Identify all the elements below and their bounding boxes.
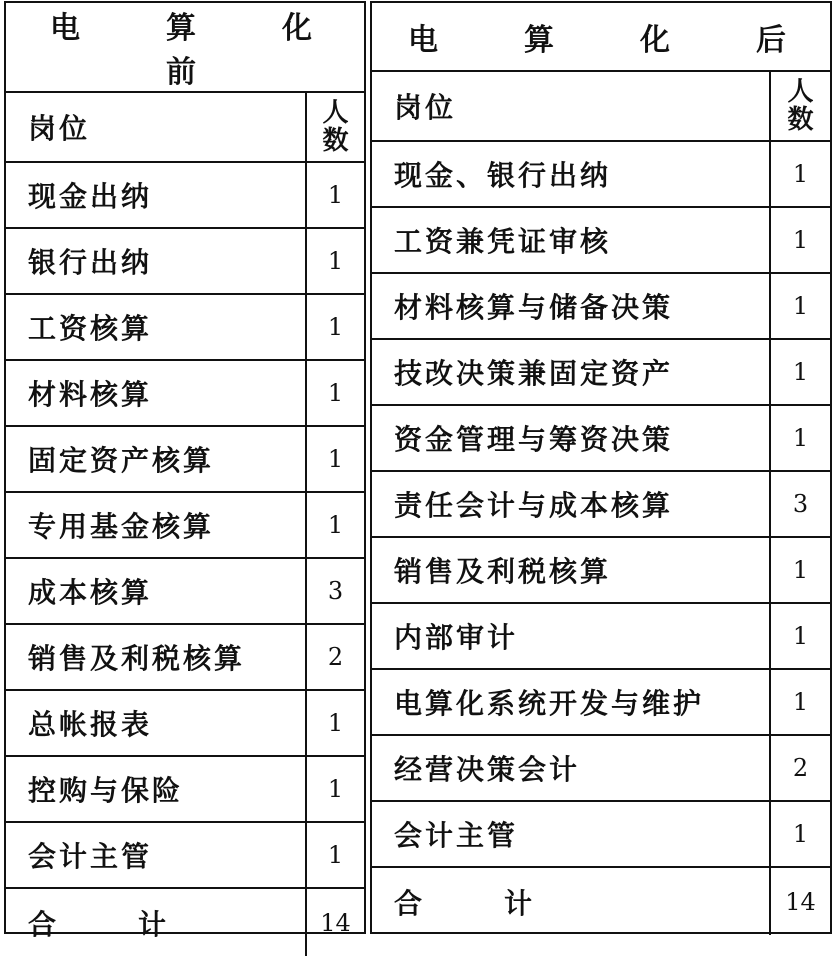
table-row [6,426,364,492]
before-total-label [6,888,306,956]
table-row [6,360,364,426]
staffing-comparison-table [4,1,832,941]
table-row [6,558,364,624]
table-row [372,669,830,735]
after-post: 电算化系统开发与维护 [372,669,770,735]
after-post: 会计主管 [372,801,770,867]
before-post: 会计主管 [6,822,306,888]
before-count: 1 [306,360,364,426]
table-row [372,141,830,207]
before-count: 2 [306,624,364,690]
before-total-label-a: 合 [28,907,59,941]
after-count: 1 [770,801,830,867]
before-total-label-b: 计 [138,907,169,941]
after-total-label [372,867,770,935]
after-header-count-label: 人数 [787,77,814,135]
after-post: 技改决策兼固定资产 [372,339,770,405]
after-post: 工资兼凭证审核 [372,207,770,273]
before-header-count [306,92,364,162]
after-post: 现金、银行出纳 [372,141,770,207]
before-post: 成本核算 [6,558,306,624]
before-count: 1 [306,492,364,558]
table-row [6,690,364,756]
before-table [4,1,398,941]
after-post: 材料核算与储备决策 [372,273,770,339]
before-header-post: 岗位 [6,92,306,162]
after-title: 电 算 化 后 [372,3,830,71]
after-count: 1 [770,603,830,669]
before-post: 专用基金核算 [6,492,306,558]
before-post: 现金出纳 [6,162,306,228]
before-count: 1 [306,228,364,294]
table-row [372,603,830,669]
before-post: 工资核算 [6,294,306,360]
after-count: 1 [770,405,830,471]
table-row [6,492,364,558]
after-table [370,1,832,934]
before-count: 3 [306,558,364,624]
before-total: 14 [306,888,364,956]
table-row [372,273,830,339]
table-row [372,339,830,405]
after-count: 2 [770,735,830,801]
before-count: 1 [306,822,364,888]
after-total-label-b: 计 [504,886,535,920]
before-count: 1 [306,690,364,756]
table-row [6,822,364,888]
before-post: 总帐报表 [6,690,306,756]
after-count: 1 [770,207,830,273]
after-count: 1 [770,273,830,339]
after-count: 1 [770,339,830,405]
table-row [6,624,364,690]
after-header-count [770,71,830,141]
table-row [372,471,830,537]
table-row [6,756,364,822]
before-post: 销售及利税核算 [6,624,306,690]
before-count: 1 [306,294,364,360]
before-count: 1 [306,162,364,228]
after-count: 3 [770,471,830,537]
table-row [6,228,364,294]
table-row [372,735,830,801]
total-row [372,867,830,935]
before-post: 材料核算 [6,360,306,426]
after-total-label-a: 合 [394,886,425,920]
before-post: 固定资产核算 [6,426,306,492]
after-post: 责任会计与成本核算 [372,471,770,537]
before-post: 控购与保险 [6,756,306,822]
before-post: 银行出纳 [6,228,306,294]
before-title: 电 算 化 前 [6,3,364,92]
table-row [6,294,364,360]
table-row [372,801,830,867]
table-row [372,207,830,273]
before-count: 1 [306,756,364,822]
after-total: 14 [770,867,830,935]
total-row [6,888,364,956]
after-post: 经营决策会计 [372,735,770,801]
after-count: 1 [770,537,830,603]
before-count: 1 [306,426,364,492]
after-post: 内部审计 [372,603,770,669]
after-post: 资金管理与筹资决策 [372,405,770,471]
before-header-count-label: 人数 [322,98,349,156]
after-header-post: 岗位 [372,71,770,141]
table-row [6,162,364,228]
table-row [372,537,830,603]
after-count: 1 [770,669,830,735]
after-post: 销售及利税核算 [372,537,770,603]
after-count: 1 [770,141,830,207]
table-row [372,405,830,471]
